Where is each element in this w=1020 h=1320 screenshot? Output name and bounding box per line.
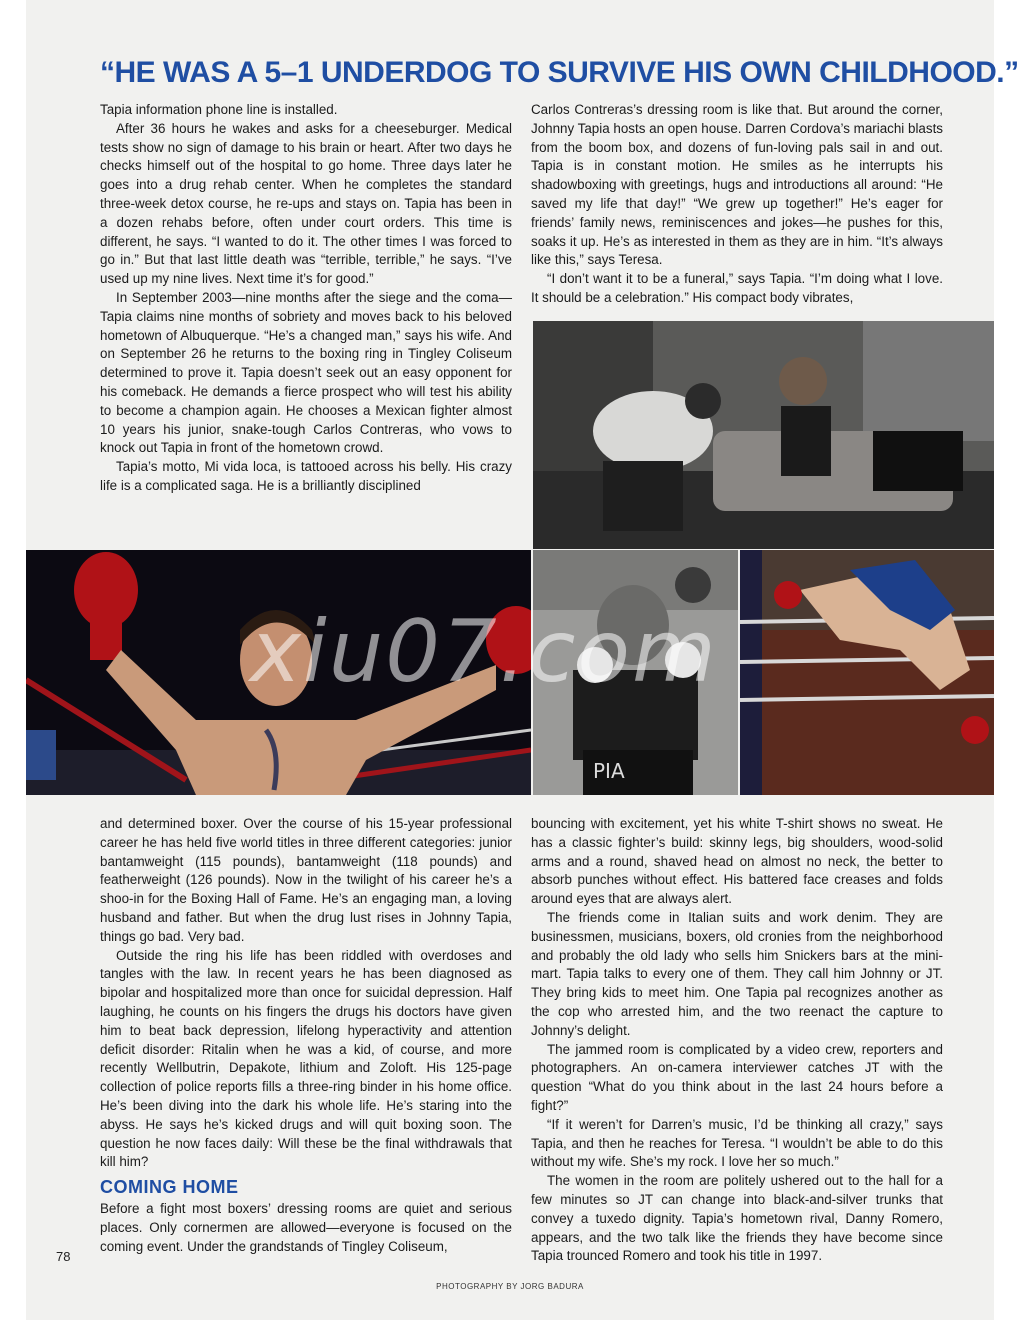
paragraph: The women in the room are politely ushered out to the hall for a few minutes so JT can change into black-and-silver trunks that convey a tuxedo dignity. Tapia’s hometown rival, Danny Romero, appears, and the two talk like the friends they have become since Tapia trounced Romero and took his title in 1997. xyxy=(531,1173,943,1264)
paragraph: Outside the ring his life has been riddled with overdoses and tangles with the law. In recent years he has been diagnosed as bipolar and hospitalized more than once for suicidal depression. Half laughing, he counts on his fingers the drugs his doctors have given him to beat back depression, lifelong hyperactivity and attention deficit disorder: Ritalin when he was a kid, of course, and more recently Wellbutrin, Depakote, lithium and Zoloft. His 125-page collection of police reports fills a three-ring binder in his home office. He’s been diving into the dark his whole life. He’s staring into the abyss. He says he’s kicked drugs and will quit boxing soon. The question he now faces daily: Will these be the final withdrawals that kill him? xyxy=(100,947,512,1170)
text-column-2 xyxy=(531,101,943,308)
headline: “HE WAS A 5–1 UNDERDOG TO SURVIVE HIS OWN CHILDHOOD.” xyxy=(100,56,1019,89)
section-subhead: COMING HOME xyxy=(100,1177,239,1198)
page-number: 78 xyxy=(56,1249,71,1264)
paragraph: Tapia’s motto, Mi vida loca, is tattooed across his belly. His crazy life is a complicated saga. He is a brilliantly disciplined xyxy=(100,459,512,493)
paragraph: “If it weren’t for Darren’s music, I’d be thinking all crazy,” says Tapia, and then he reaches for Teresa. “I wouldn’t be able to do this without my wife. She’s my rock. I love her so much.” xyxy=(531,1116,943,1170)
paragraph: The jammed room is complicated by a video crew, reporters and photographers. An on-camera interviewer catches JT with the question “What do you think about in the last 24 hours before a fight?” xyxy=(531,1041,943,1113)
text-column-1 xyxy=(100,101,512,496)
boxer-raising-gloves-photo xyxy=(26,550,531,795)
paragraph: “I don’t want it to be a funeral,” says Tapia. “I’m doing what I love. It should be a celebration.” His compact body vibrates, xyxy=(531,271,943,305)
paragraph: Before a fight most boxers’ dressing rooms are quiet and serious places. Only cornermen are allowed—everyone is focused on the coming event. Under the grandstands of Tingley Coliseum, xyxy=(100,1201,512,1254)
svg-text:PIA: PIA xyxy=(593,759,625,783)
text-column-4 xyxy=(531,815,943,1266)
paragraph: In September 2003—nine months after the siege and the coma—Tapia claims nine months of sobriety and moves back to his beloved hometown of Albuquerque. “He’s a changed man,” says his wife. And on September 26 he returns to the boxing ring in Tingley Coliseum determined to prove it. Tapia doesn’t seek out an easy opponent for his comeback. He demands a fierce prospect who will test his ability to become a champion again. He chooses a Mexican fighter almost 10 years his junior, snake-tough Carlos Contreras, who vows to knock out Tapia in front of the hometown crowd. xyxy=(100,289,512,456)
watermark: xiu07.com xyxy=(250,602,718,702)
paragraph: and determined boxer. Over the course of his 15-year professional career he has held five world titles in three different categories: junior bantamweight (115 pounds), bantamweight (118 pounds) and featherweight (126 pounds). Now in the twilight of his career he’s a shoo-in for the Boxing Hall of Fame. He’s an engaging man, a loving husband and father. But when the drug lust rises in Johnny Tapia, things go bad. Very bad. xyxy=(100,816,512,944)
paragraph: The friends come in Italian suits and work denim. They are businessmen, musicians, boxers, old cronies from the neighborhood and probably the old lady who sells him Snickers bars at the mini-mart. Tapia talks to every one of them. They call him Johnny or JT. They bring kids to meet him. One Tapia pal recognizes another as the cop who arrested him, and the two reenact the capture to Johnny’s delight. xyxy=(531,909,943,1038)
paragraph: bouncing with excitement, yet his white T-shirt shows no sweat. He has a classic fighter’s build: skinny legs, big shoulders, wood-solid arms and a round, shaved head on almost no neck, the better to absorb punches without effect. His battered face creases and folds around eyes that are always alert. xyxy=(531,816,943,907)
shadowboxing-photo xyxy=(533,550,738,795)
paragraph: Carlos Contreras’s dressing room is like that. But around the corner, Johnny Tapia hosts an open house. Darren Cordova’s mariachi blasts from the boom box, and dozens of fun-loving pals sail in and out. Tapia is in constant motion. He smiles as he interrupts his shadowboxing with greetings, hugs and introductions all around: “He saved my life that day!” “We grew up together!” He’s eager for friends’ family news, reminiscences and jokes—he pushes for this, soaks it up. He’s as interested in them as they are in him. “It’s always like this,” says Teresa. xyxy=(531,102,943,268)
text-column-3 xyxy=(100,815,512,1257)
dressing-room-photo xyxy=(533,321,994,549)
paragraph: After 36 hours he wakes and asks for a cheeseburger. Medical tests show no sign of damage to his brain or heart. After two days he checks himself out of the hospital to go home. Three days later he goes into a drug rehab center. When he completes the standard three-week detox course, he re-ups and stays on. Tapia has been in a dozen rehabs before, often under court orders. This time is different, he says. “I wanted to do it. The other times I was forced to go in.” But that last little death was “terrible, terrible,” he says. “I’ve used up my nine lives. Next time it’s for good.” xyxy=(100,120,512,287)
paragraph: Tapia information phone line is installed. xyxy=(100,102,338,117)
photo-credit: PHOTOGRAPHY BY JORG BADURA xyxy=(436,1282,584,1291)
knockdown-photo xyxy=(740,550,994,795)
